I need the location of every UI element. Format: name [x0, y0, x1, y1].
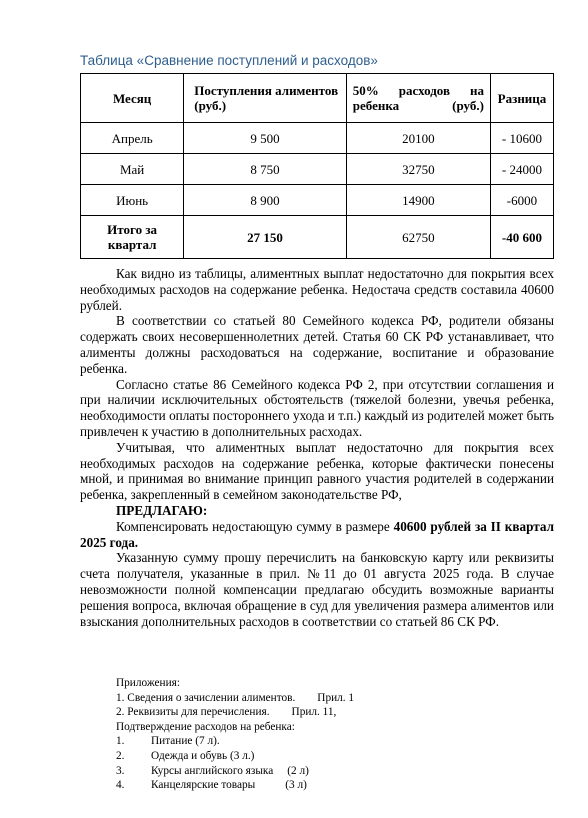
table-caption: Таблица «Сравнение поступлений и расходов»	[80, 53, 378, 68]
cell-income: 8 750	[184, 154, 347, 185]
cell-diff: - 10600	[490, 123, 553, 154]
item-text: Питание (7 л).	[151, 735, 220, 748]
item-number: 3.	[116, 764, 125, 777]
paragraph: Указанную сумму прошу перечислить на банковскую карту или реквизиты счета получателя, указанные в прил. №11 до 01 августа 2025 года. В случае невозможности полной компенсации предлагаю обсудить возможные варианты решения вопроса, включая обращение в суд для увеличения размера алиментов или взыскания дополнительных расходов в соответствии со статьей 86 СК РФ.	[80, 550, 554, 629]
paragraph: В соответствии со статьей 80 Семейного кодекса РФ, родители обязаны содержать своих несовершеннолетних детей. Статья 60 СК РФ устанавливает, что алименты должны расходоваться на содержание, воспитание и образование ребенка.	[80, 313, 554, 376]
header-diff: Разница	[490, 74, 553, 123]
attachments-title: Приложения:	[116, 677, 180, 689]
table-row	[81, 185, 554, 216]
attachment-line	[116, 705, 354, 720]
table-header-row	[81, 74, 554, 123]
attachment-ref: Прил. 1	[317, 691, 355, 704]
attachment-text: 1. Сведения о зачислении алиментов.	[116, 691, 296, 704]
paragraph: Учитывая, что алиментных выплат недостаточно для покрытия всех необходимых расходов на содержание ребенка, которые фактически понесены мной, и принимая во внимание принцип равного участия родителей в содержании ребенка, закрепленный в семейном законодательстве РФ,	[80, 439, 554, 503]
attachment-line: Подтверждение расходов на ребенка:	[116, 720, 295, 733]
item-number: 1.	[116, 735, 125, 748]
list-item	[116, 764, 354, 779]
letter-body	[80, 266, 554, 629]
attachment-text: 2. Реквизиты для перечисления.	[116, 706, 270, 719]
comparison-table	[80, 73, 554, 259]
item-text: Одежда и обувь (3 л.)	[151, 749, 255, 762]
item-extra: (3 л)	[285, 779, 307, 792]
total-diff: -40 600	[490, 216, 553, 259]
cell-income: 9 500	[184, 123, 347, 154]
attachment-ref: Прил. 11,	[291, 706, 337, 719]
item-text: Курсы английского языка	[151, 764, 274, 777]
attachment-line	[116, 691, 354, 706]
header-income: Поступления алиментов (руб.)	[184, 74, 347, 123]
item-extra: (2 л)	[287, 764, 309, 777]
list-item	[116, 778, 354, 793]
list-item	[116, 734, 354, 749]
list-item	[116, 749, 354, 764]
proposal-amount: 40600 рублей за II квартал 2025 года.	[80, 518, 554, 550]
table-total-row	[81, 216, 554, 259]
paragraph: Как видно из таблицы, алиментных выплат недостаточно для покрытия всех необходимых расходов на содержание ребенка. Недостача средств составила 40600 рублей.	[80, 266, 554, 313]
cell-expenses: 14900	[346, 185, 490, 216]
header-month: Месяц	[81, 74, 184, 123]
paragraph	[80, 519, 554, 551]
cell-expenses: 32750	[346, 154, 490, 185]
table-row	[81, 154, 554, 185]
total-expenses: 62750	[346, 216, 490, 259]
item-number: 2.	[116, 749, 125, 762]
cell-diff: -6000	[490, 185, 553, 216]
item-number: 4.	[116, 779, 125, 792]
attachments	[116, 676, 354, 793]
cell-month: Апрель	[81, 123, 184, 154]
total-label: Итого за квартал	[81, 216, 184, 259]
cell-diff: - 24000	[490, 154, 553, 185]
header-expenses: 50% расходов на ребенка (руб.)	[346, 74, 490, 123]
cell-month: Май	[81, 154, 184, 185]
propose-heading: ПРЕДЛАГАЮ:	[116, 502, 208, 518]
paragraph: Согласно статье 86 Семейного кодекса РФ 2, при отсутствии соглашения и при наличии исключительных обстоятельств (тяжелой болезни, увечья ребенка, необходимости оплаты постороннего ухода и т.п.) каждый из родителей может быть привлечен к участию в дополнительных расходах.	[80, 376, 554, 439]
table-row	[81, 123, 554, 154]
cell-income: 8 900	[184, 185, 347, 216]
cell-month: Июнь	[81, 185, 184, 216]
item-text: Канцелярские товары	[151, 779, 256, 792]
total-income: 27 150	[184, 216, 347, 259]
cell-expenses: 20100	[346, 123, 490, 154]
proposal-text: Компенсировать недостающую сумму в размере	[116, 518, 394, 534]
